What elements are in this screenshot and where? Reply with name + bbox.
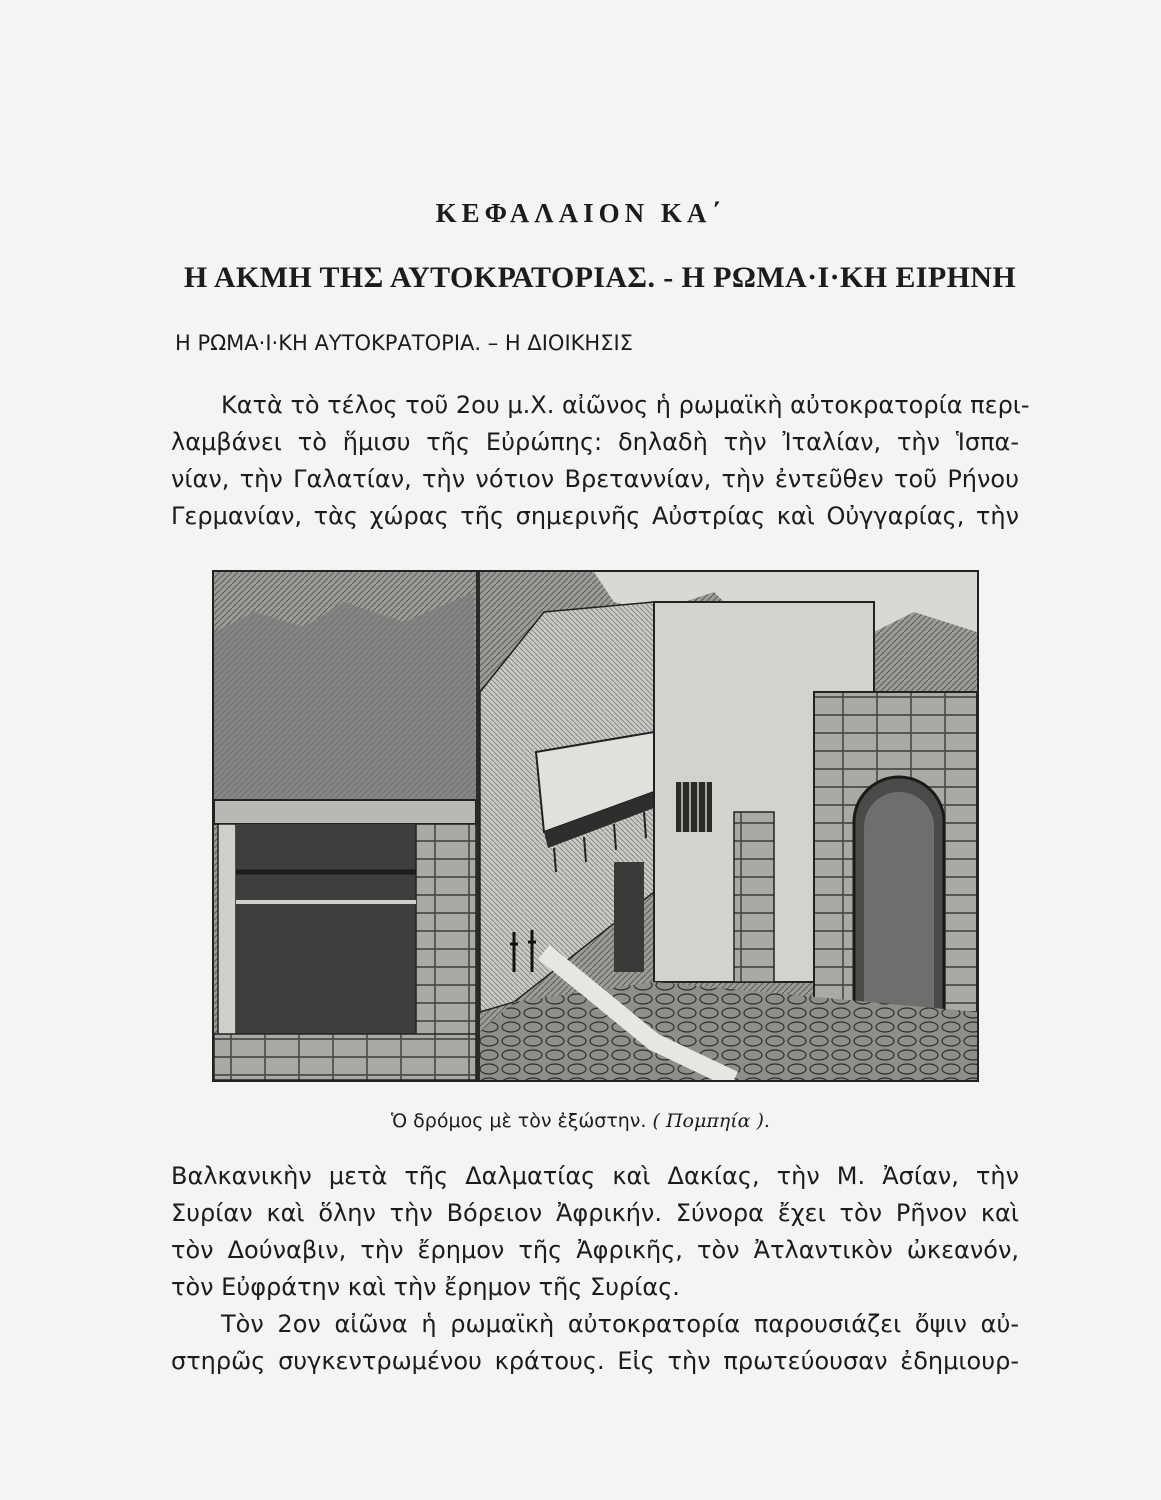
engraving-illustration: [214, 572, 977, 1080]
figure-caption: [0, 1110, 1161, 1132]
paragraph-line: Γερμανίαν, τὰς χώρας τῆς σημερινῆς Αὐστρίας καὶ Οὐγγαρίας, τὴν: [171, 502, 1019, 530]
paragraph-line: Κατὰ τὸ τέλος τοῦ 2ου μ.Χ. αἰῶνος ἡ ρωμαϊκὴ αὐτοκρατορία περι-: [221, 391, 1030, 419]
chapter-heading: ΚΕΦΑΛΑΙΟΝ ΚΑ΄: [435, 198, 726, 228]
paragraph-line: Συρίαν καὶ ὅλην τὴν Βόρειον Ἀφρικήν. Σύνορα ἔχει τὸν Ρῆνον καὶ: [171, 1199, 1019, 1227]
paragraph-line: τὸν Εὐφράτην καὶ τὴν ἔρημον τῆς Συρίας.: [171, 1273, 680, 1301]
paragraph-2: [171, 1158, 1019, 1380]
section-subtitle: Η ΡΩΜΑ·Ι·ΚΗ ΑΥΤΟΚΡΑΤΟΡΙΑ. – Η ΔΙΟΙΚΗΣΙΣ: [175, 331, 633, 355]
paragraph-line: Βαλκανικὴν μετὰ τῆς Δαλματίας καὶ Δακίας, τὴν Μ. Ἀσίαν, τὴν: [171, 1162, 1019, 1190]
paragraph-line: τὸν Δούναβιν, τὴν ἔρημον τῆς Ἀφρικῆς, τὸν Ἀτλαντικὸν ὠκεανόν,: [171, 1236, 1019, 1264]
caption-place: ( Πομπηία ).: [652, 1110, 770, 1132]
paragraph-line: λαμβάνει τὸ ἥμισυ τῆς Εὐρώπης: δηλαδὴ τὴν Ἰταλίαν, τὴν Ἱσπα-: [171, 428, 1019, 456]
paragraph-1: [171, 387, 1030, 535]
caption-text: Ὁ δρόμος μὲ τὸν ἐξώστην.: [391, 1110, 647, 1132]
paragraph-line: νίαν, τὴν Γαλατίαν, τὴν νότιον Βρεταννίαν, τὴν ἐντεῦθεν τοῦ Ρήνου: [171, 465, 1019, 493]
illustration-pompeii-street: [212, 570, 979, 1082]
paragraph-line: στηρῶς συγκεντρωμένου κράτους. Εἰς τὴν πρωτεύουσαν ἐδημιουρ-: [171, 1347, 1019, 1375]
paragraph-line: Τὸν 2ον αἰῶνα ἡ ρωμαϊκὴ αὐτοκρατορία παρουσιάζει ὄψιν αὐ-: [221, 1310, 1019, 1338]
chapter-title: Η ΑΚΜΗ ΤΗΣ ΑΥΤΟΚΡΑΤΟΡΙΑΣ. - Η ΡΩΜΑ·Ι·ΚΗ ΕΙΡΗΝΗ: [183, 261, 1017, 294]
